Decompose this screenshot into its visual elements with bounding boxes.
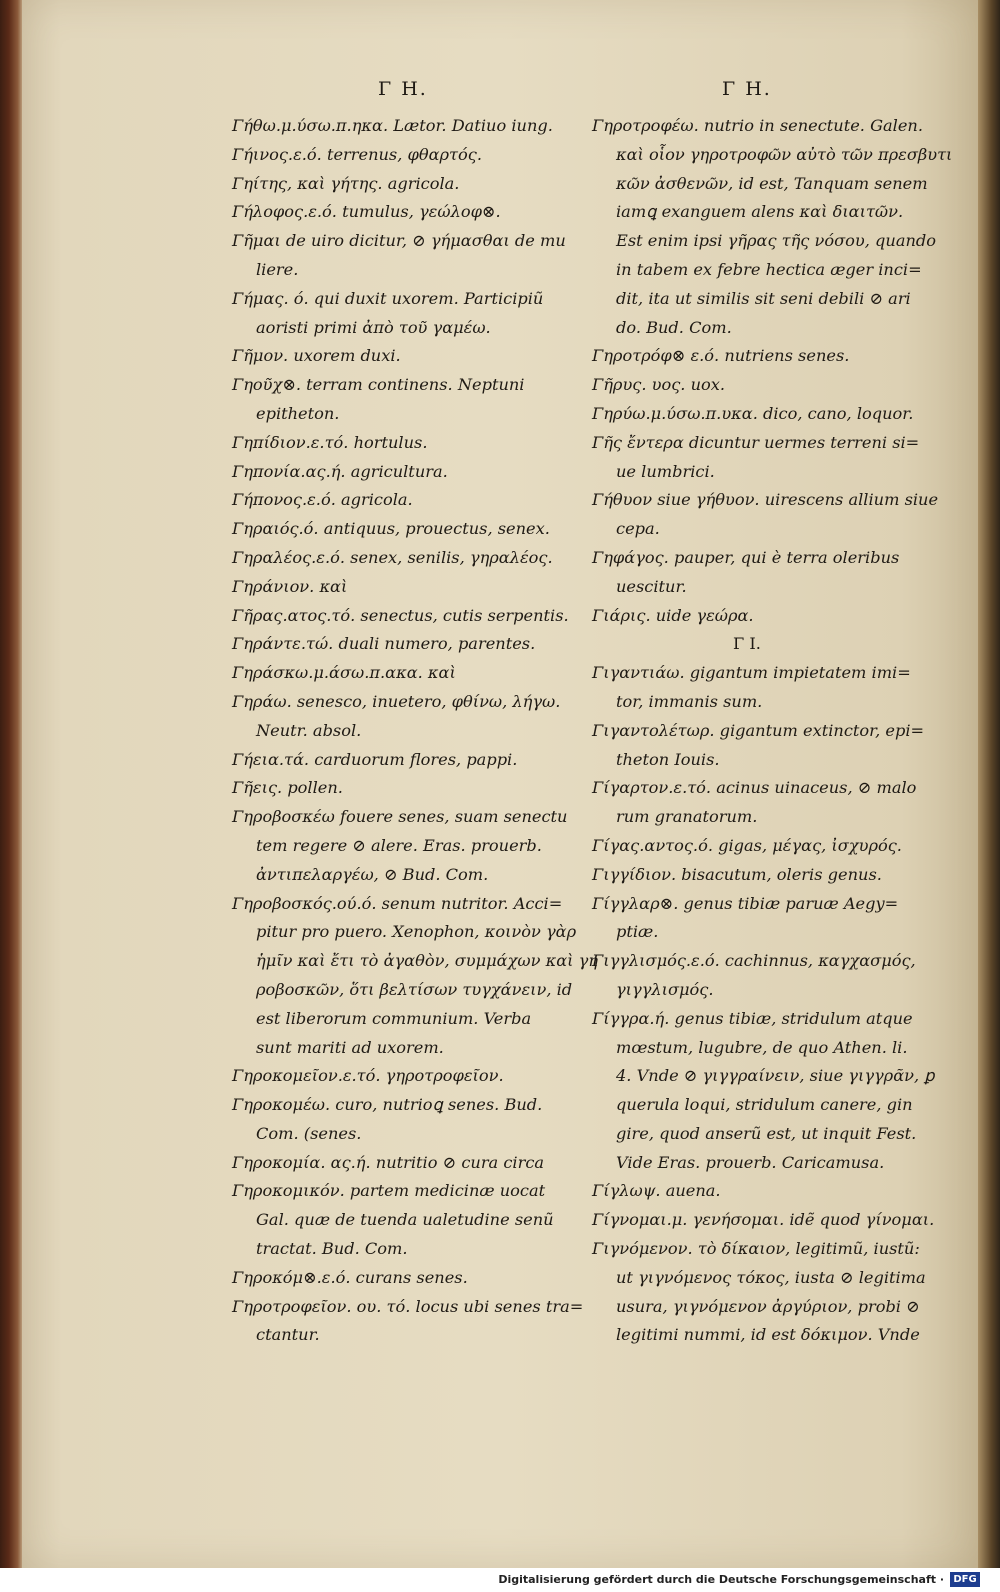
dictionary-line: Γηράω. senesco, inuetero, φθίνω, λήγω. <box>232 691 561 711</box>
dictionary-line: Γίγνομαι.μ. γενήσομαι. idẽ quod γίνομαι. <box>592 1210 935 1230</box>
section-heading: Γ I. <box>733 634 761 654</box>
right-column-header: Γ H. <box>722 78 772 100</box>
dictionary-line: Γήθω.μ.ύσω.π.ηκα. Lætor. Datiuo iung. <box>232 116 553 135</box>
dictionary-line: pitur pro puero. Xenophon, κοινὸν γὰρ <box>256 922 577 942</box>
dictionary-line: est liberorum communium. Verba <box>256 1008 532 1028</box>
dictionary-line: Γιγγίδιον. bisacutum, oleris genus. <box>592 864 882 884</box>
dictionary-line: tractat. Bud. Com. <box>256 1239 408 1259</box>
dictionary-line: Γῆς ἔντερα dicuntur uermes terreni si= <box>592 432 920 452</box>
dictionary-line: Γῆμαι de uiro dicitur, ⊘ γήμασθαι de mu <box>232 231 566 251</box>
dictionary-line: Γίγαρτον.ε.τό. acinus uinaceus, ⊘ malo <box>592 778 917 798</box>
right-column <box>592 112 953 1350</box>
dictionary-line: tem regere ⊘ alere. Eras. prouerb. <box>256 835 542 855</box>
dictionary-line: Γηράνιον. καὶ <box>232 576 348 596</box>
dictionary-line: Γηροκομικόν. partem medicinæ uocat <box>232 1181 546 1201</box>
dictionary-line: in tabem ex febre hectica æger inci= <box>616 259 922 279</box>
dictionary-line: do. Bud. Com. <box>616 317 732 337</box>
dictionary-line: Γηραλέος.ε.ό. senex, senilis, γηραλέος. <box>232 547 553 567</box>
dictionary-line: epitheton. <box>256 403 340 423</box>
dictionary-line: Γιάρις. uide γεώρα. <box>592 605 754 625</box>
dictionary-line: Γίγγρα.ή. genus tibiæ, stridulum atque <box>592 1008 913 1028</box>
dictionary-line: Γηράσκω.μ.άσω.π.ακα. καὶ <box>232 663 456 683</box>
dictionary-line: Γίγλωψ. auena. <box>592 1181 721 1201</box>
dictionary-line: ἡμῖν καὶ ἔτι τὸ ἀγαθὸν, συμμάχων καὶ γη <box>256 951 599 971</box>
dictionary-line: Γηίτης, καὶ γήτης. agricola. <box>232 173 460 193</box>
dictionary-line: Γηρύω.μ.ύσω.π.υκα. dico, cano, loquor. <box>592 403 914 423</box>
dictionary-line: Γηραιός.ό. antiquus, prouectus, senex. <box>232 519 550 539</box>
dictionary-line: gire, quod anserũ est, ut inquit Fest. <box>616 1123 917 1143</box>
dictionary-line: Γηοῦχ⊗. terram continens. Neptuni <box>232 375 525 395</box>
dictionary-line: Γήπονος.ε.ό. agricola. <box>232 490 413 510</box>
dictionary-line: Γῆρας.ατος.τό. senectus, cutis serpentis. <box>232 605 569 625</box>
dictionary-line: Γιγνόμενον. τὸ δίκαιον, legitimũ, iustũ: <box>592 1239 920 1259</box>
dictionary-line: Gal. quæ de tuenda ualetudine senũ <box>256 1210 554 1230</box>
dictionary-line: Γηροκόμ⊗.ε.ό. curans senes. <box>232 1267 468 1287</box>
dictionary-line: ἀντιπελαργέω, ⊘ Bud. Com. <box>256 864 489 884</box>
dictionary-line: legitimi nummi, id est δόκιμον. Vnde <box>616 1325 920 1345</box>
dictionary-line: aoristi primi ἀπὸ τοῦ γαμέω. <box>256 317 491 337</box>
dictionary-line: Γηροτροφέω. nutrio in senectute. Galen. <box>592 116 924 135</box>
dictionary-line: Γηπίδιον.ε.τό. hortulus. <box>232 432 428 452</box>
dictionary-line: Vide Eras. prouerb. Caricamusa. <box>616 1152 885 1172</box>
dictionary-line: Γηροκομία. ας.ή. nutritio ⊘ cura circa <box>232 1152 545 1172</box>
footer-bar <box>0 1568 1000 1592</box>
dictionary-line: Γήεια.τά. carduorum flores, pappi. <box>232 749 518 769</box>
dictionary-line: Neutr. absol. <box>256 720 362 740</box>
dictionary-line: Γιγαντιάω. gigantum impietatem imi= <box>592 663 911 683</box>
dictionary-line: 4. Vnde ⊘ γιγγραίνειν, siue γιγγρᾶν, ꝑ <box>616 1066 935 1086</box>
dictionary-line: Γηροκομεῖον.ε.τό. γηροτροφεῖον. <box>232 1066 504 1086</box>
left-column-header: Γ H. <box>378 78 428 100</box>
dictionary-line: Γηπονία.ας.ή. agricultura. <box>232 461 448 481</box>
dictionary-line: Γηροτροφεῖον. ου. τό. locus ubi senes tra= <box>232 1296 584 1316</box>
dictionary-line: καὶ οἷον γηροτροφῶν αὐτὸ τῶν πρεσβυτι <box>616 144 953 164</box>
dictionary-line: dit, ita ut similis sit seni debili ⊘ ari <box>616 288 911 308</box>
dictionary-line: ut γιγνόμενος τόκος, iusta ⊘ legitima <box>616 1267 926 1287</box>
dictionary-line: Com. (senes. <box>256 1123 362 1143</box>
dictionary-line: Γήλοφος.ε.ό. tumulus, γεώλοφ⊗. <box>232 202 501 222</box>
dictionary-line: Γηροβοσκέω fouere senes, suam senectu <box>232 807 568 827</box>
dictionary-line: Γηράντε.τώ. duali numero, parentes. <box>232 634 536 654</box>
dictionary-line: tor, immanis sum. <box>616 691 763 711</box>
dictionary-line: Γιγγλισμός.ε.ό. cachinnus, καγχασμός, <box>592 951 916 971</box>
dictionary-line: iamꝗ exanguem alens καὶ διαιτῶν. <box>616 202 904 222</box>
dictionary-line: Γήινος.ε.ό. terrenus, φθαρτός. <box>232 144 482 164</box>
book-edge-left <box>0 0 22 1568</box>
dictionary-line: Γῆρυς. υος. uox. <box>592 375 726 395</box>
dictionary-line: theton Iouis. <box>616 749 720 769</box>
dictionary-line: ctantur. <box>256 1325 320 1345</box>
dictionary-line: Est enim ipsi γῆρας τῆς νόσου, quando <box>616 231 937 251</box>
dictionary-line: Γήμας. ό. qui duxit uxorem. Participiũ <box>232 288 544 308</box>
dictionary-line: Γηροβοσκός.ού.ό. senum nutritor. Acci= <box>232 893 563 913</box>
dictionary-line: Γηροκομέω. curo, nutrioꝗ senes. Bud. <box>232 1095 543 1115</box>
dictionary-line: usura, γιγνόμενον ἀργύριον, probi ⊘ <box>616 1296 920 1316</box>
dictionary-line: Γηφάγος. pauper, qui è terra oleribus <box>592 547 900 567</box>
dictionary-line: Γίγας.αντος.ό. gigas, μέγας, ἰσχυρός. <box>592 835 902 855</box>
book-edge-right <box>978 0 1000 1568</box>
dictionary-line: Γῆεις. pollen. <box>232 778 343 798</box>
dictionary-line: Γίγγλαρ⊗. genus tibiæ paruæ Aegy= <box>592 893 899 913</box>
footer-credit: Digitalisierung gefördert durch die Deutsche Forschungsgemeinschaft · <box>498 1573 944 1586</box>
dictionary-line: Γιγαντολέτωρ. gigantum extinctor, epi= <box>592 720 925 740</box>
dictionary-line: Γήθυον siue γήθυον. uirescens allium siue <box>592 490 939 510</box>
dictionary-line: Γηροτρόφ⊗ ε.ό. nutriens senes. <box>592 346 850 366</box>
dictionary-line: γιγγλισμός. <box>616 979 714 999</box>
dfg-logo: DFG <box>950 1572 980 1587</box>
dictionary-line: querula loqui, stridulum canere, gin <box>616 1095 913 1115</box>
dictionary-line: liere. <box>256 259 299 279</box>
dictionary-line: uescitur. <box>616 576 687 596</box>
left-column <box>232 112 599 1350</box>
dictionary-line: rum granatorum. <box>616 807 758 827</box>
dictionary-line: mœstum, lugubre, de quo Athen. li. <box>616 1037 908 1057</box>
dictionary-line: cepa. <box>616 519 660 539</box>
dictionary-line: ue lumbrici. <box>616 461 715 481</box>
dictionary-line: Γῆμον. uxorem duxi. <box>232 346 401 366</box>
dictionary-line: ptiæ. <box>616 922 659 942</box>
dictionary-line: κῶν ἀσθενῶν, id est, Tanquam senem <box>616 173 928 193</box>
dictionary-line: sunt mariti ad uxorem. <box>256 1037 444 1057</box>
dictionary-line: ροβοσκῶν, ὅτι βελτίσων τυγχάνειν, id <box>256 979 573 999</box>
